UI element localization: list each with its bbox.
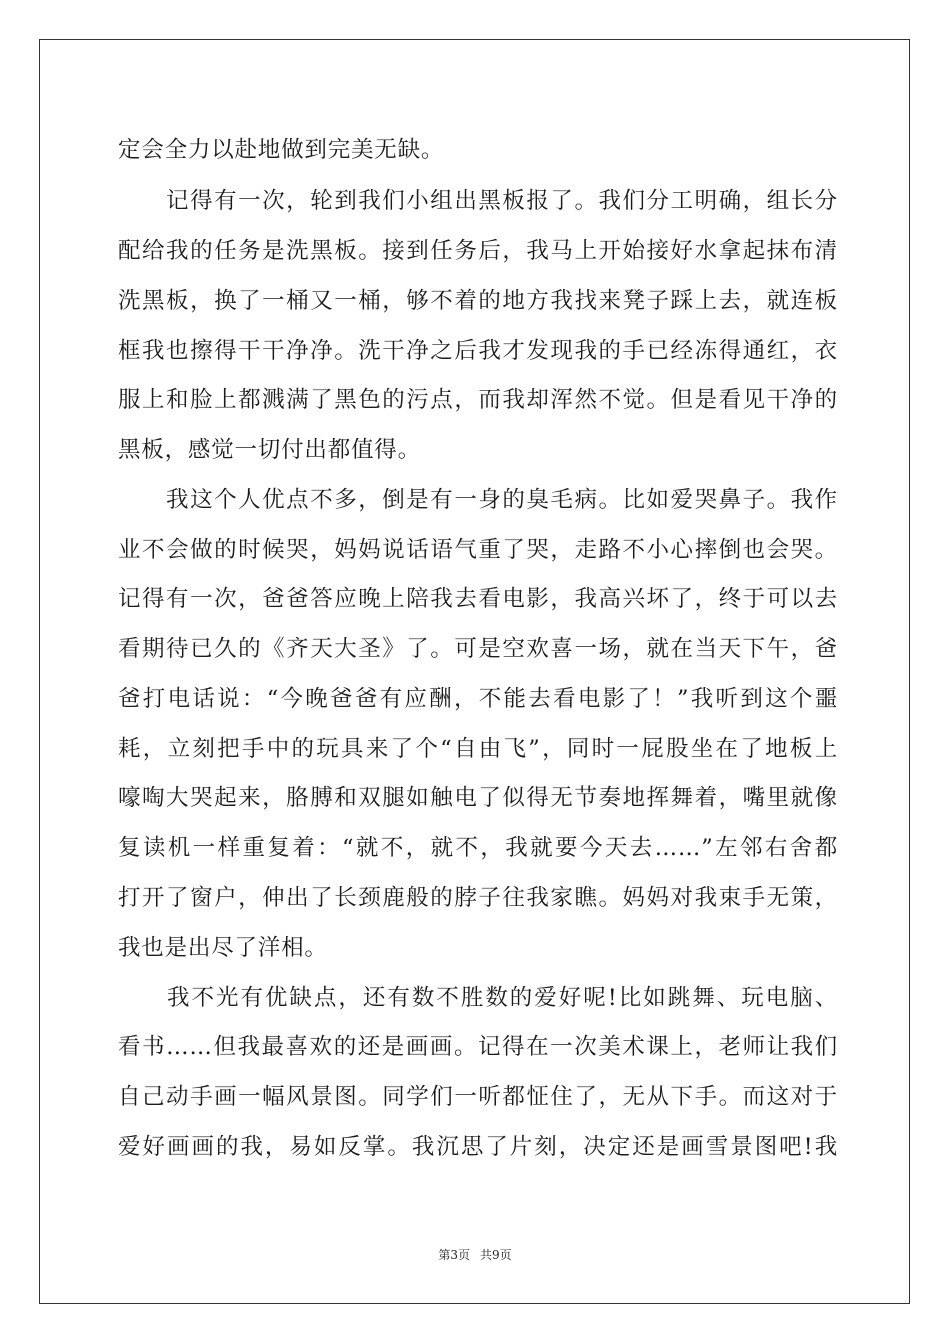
text-line: 业不会做的时候哭，妈妈说话语气重了哭，走路不小心摔倒也会哭。 [118, 537, 838, 563]
text-line: 黑板，感觉一切付出都值得。 [118, 437, 421, 463]
text-line: 定会全力以赴地做到完美无缺。 [118, 137, 445, 163]
page-footer [0, 1246, 950, 1264]
text-line: 爸打电话说：“今晚爸爸有应酬，不能去看电影了！”我听到这个噩 [118, 686, 838, 712]
page-total: 共9页 [480, 1248, 512, 1262]
text-line: 记得有一次，轮到我们小组出黑板报了。我们分工明确，组长分 [118, 188, 838, 214]
text-line: 耗，立刻把手中的玩具来了个“自由飞”，同时一屁股坐在了地板上 [118, 736, 838, 762]
text-line: 看期待已久的《齐天大圣》了。可是空欢喜一场，就在当天下午，爸 [118, 636, 838, 662]
text-line: 服上和脸上都溅满了黑色的污点，而我却浑然不觉。但是看见干净的 [118, 387, 838, 413]
text-line: 嚎啕大哭起来，胳膊和双腿如触电了似得无节奏地挥舞着，嘴里就像 [118, 785, 838, 811]
text-line: 我也是出尽了洋相。 [118, 935, 328, 961]
text-line: 复读机一样重复着：“就不，就不，我就要今天去……”左邻右舍都 [118, 835, 838, 861]
text-line: 自己动手画一幅风景图。同学们一听都怔住了，无从下手。而这对于 [118, 1084, 838, 1110]
text-line: 我不光有优缺点，还有数不胜数的爱好呢!比如跳舞、玩电脑、 [118, 985, 838, 1011]
text-line: 我这个人优点不多，倒是有一身的臭毛病。比如爱哭鼻子。我作 [118, 487, 838, 513]
text-line: 看书……但我最喜欢的还是画画。记得在一次美术课上，老师让我们 [118, 1034, 838, 1060]
page-number: 第3页 [438, 1248, 470, 1262]
text-line: 框我也擦得干干净净。洗干净之后我才发现我的手已经冻得通红，衣 [118, 338, 838, 364]
text-line: 洗黑板，换了一桶又一桶，够不着的地方我找来凳子踩上去，就连板 [118, 288, 838, 314]
text-line: 配给我的任务是洗黑板。接到任务后，我马上开始接好水拿起抹布清 [118, 238, 838, 264]
text-line: 爱好画画的我，易如反掌。我沉思了片刻，决定还是画雪景图吧!我 [118, 1134, 838, 1160]
text-line: 记得有一次，爸爸答应晚上陪我去看电影，我高兴坏了，终于可以去 [118, 586, 838, 612]
text-line: 打开了窗户，伸出了长颈鹿般的脖子往我家瞧。妈妈对我束手无策， [118, 885, 838, 911]
